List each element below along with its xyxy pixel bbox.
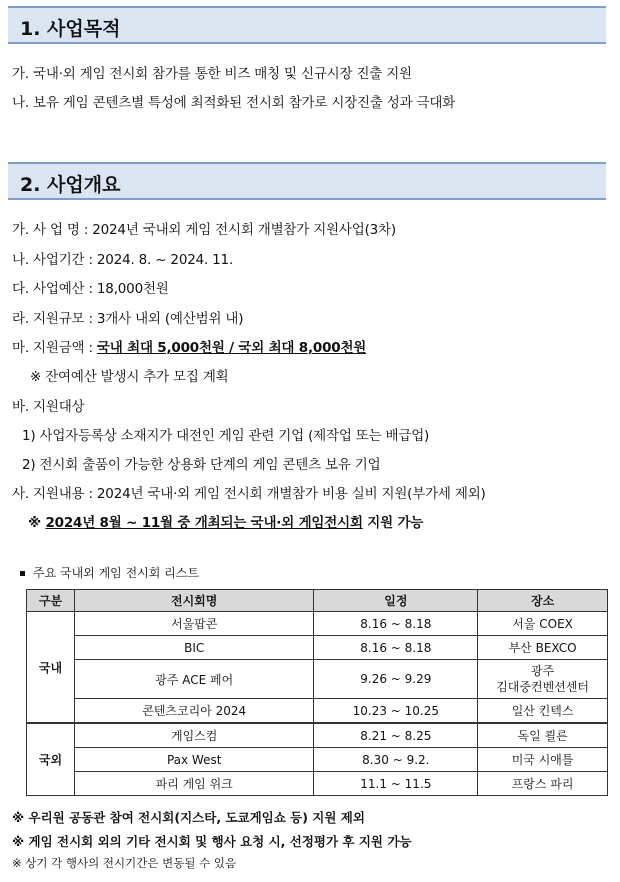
project-name: 가. 사 업 명 : 2024년 국내외 게임 전시회 개별참가 지원사업(3차)	[12, 222, 396, 238]
section-2-header	[8, 162, 606, 200]
exhibition-name: BIC	[74, 636, 314, 660]
exhibition-place: 독일 쾰른	[478, 723, 608, 748]
exhibition-date: 10.23 ~ 10.25	[314, 699, 478, 724]
exhibition-date: 8.21 ~ 8.25	[314, 723, 478, 748]
table-row	[27, 612, 608, 636]
support-amount-label: 마. 지원금액 :	[12, 340, 97, 356]
group-domestic: 국내	[27, 612, 75, 724]
header-exhibition: 전시회명	[74, 590, 314, 612]
table-row	[27, 699, 608, 724]
table-header-row	[27, 590, 608, 612]
exhibition-name: 광주 ACE 페어	[74, 660, 314, 699]
exhibition-name: 서울팝콘	[74, 612, 314, 636]
exhibition-place: 프랑스 파리	[478, 772, 608, 796]
exhibition-date: 11.1 ~ 11.5	[314, 772, 478, 796]
table-row	[27, 772, 608, 796]
group-overseas: 국외	[27, 723, 75, 796]
header-category: 구분	[27, 590, 75, 612]
exhibition-date: 9.26 ~ 9.29	[314, 660, 478, 699]
purpose-item-2: 나. 보유 게임 콘텐츠별 특성에 최적화된 전시회 참가로 시장진출 성과 극대화	[12, 95, 456, 111]
exhibition-place: 서울 COEX	[478, 612, 608, 636]
exhibition-place-line-1: 광주	[531, 664, 555, 678]
support-amount	[12, 336, 366, 356]
exhibition-name: 파리 게임 위크	[74, 772, 314, 796]
exhibition-list-title	[20, 564, 199, 581]
section-2-title: 2. 사업개요	[20, 174, 121, 196]
exhibition-name: Pax West	[74, 748, 314, 772]
header-venue: 장소	[478, 590, 608, 612]
exhibition-place: 미국 시애틀	[478, 748, 608, 772]
target-item-1: 1) 사업자등록상 소재지가 대전인 게임 관련 기업 (제작업 또는 배급업)	[22, 428, 430, 444]
support-scale: 라. 지원규모 : 3개사 내외 (예산범위 내)	[12, 311, 244, 327]
exhibition-date: 8.16 ~ 8.18	[314, 612, 478, 636]
support-content: 사. 지원내용 : 2024년 국내·외 게임 전시회 개별참가 비용 실비 지원(부가세 제외)	[12, 486, 486, 502]
purpose-item-1: 가. 국내·외 게임 전시회 참가를 통한 비즈 매칭 및 신규시장 진출 지원	[12, 66, 412, 82]
section-1-header	[8, 6, 606, 44]
support-amount-value: 국내 최대 5,000천원 / 국외 최대 8,000천원	[96, 340, 367, 356]
project-period: 나. 사업기간 : 2024. 8. ~ 2024. 11.	[12, 252, 234, 268]
support-highlight	[28, 511, 423, 531]
exhibition-place-line-2: 김대중컨벤션센터	[496, 680, 589, 694]
project-budget: 다. 사업예산 : 18,000천원	[12, 281, 169, 297]
table-row	[27, 723, 608, 748]
exhibition-place: 부산 BEXCO	[478, 636, 608, 660]
highlight-suffix: 지원 가능	[362, 515, 424, 531]
footnote-1: ※ 우리원 공동관 참여 전시회(지스타, 도쿄게임쇼 등) 지원 제외	[12, 810, 365, 825]
square-bullet-icon	[20, 571, 25, 576]
exhibition-date: 8.30 ~ 9.2.	[314, 748, 478, 772]
section-1-title: 1. 사업목적	[20, 18, 121, 40]
exhibition-table	[26, 589, 608, 796]
target-title: 바. 지원대상	[12, 399, 85, 415]
footnote-2: ※ 게임 전시회 외의 기타 전시회 및 행사 요청 시, 선정평가 후 지원 가능	[12, 834, 412, 849]
table-row	[27, 660, 608, 699]
table-row	[27, 748, 608, 772]
exhibition-place	[478, 660, 608, 699]
amount-note: ※ 잔여예산 발생시 추가 모집 계획	[30, 369, 229, 385]
footnote-3: ※ 상기 각 행사의 전시기간은 변동될 수 있음	[12, 856, 237, 870]
header-schedule: 일정	[314, 590, 478, 612]
exhibition-name: 콘텐츠코리아 2024	[74, 699, 314, 724]
highlight-prefix: ※	[28, 515, 46, 531]
table-row	[27, 636, 608, 660]
exhibition-name: 게임스컴	[74, 723, 314, 748]
exhibition-list-title-text: 주요 국내외 게임 전시회 리스트	[33, 566, 199, 580]
highlight-period: 2024년 8월 ~ 11월 중 개최되는 국내·외 게임전시회	[45, 515, 363, 531]
exhibition-date: 8.16 ~ 8.18	[314, 636, 478, 660]
target-item-2: 2) 전시회 출품이 가능한 상용화 단계의 게임 콘텐츠 보유 기업	[22, 457, 381, 473]
exhibition-place: 일산 킨텍스	[478, 699, 608, 724]
